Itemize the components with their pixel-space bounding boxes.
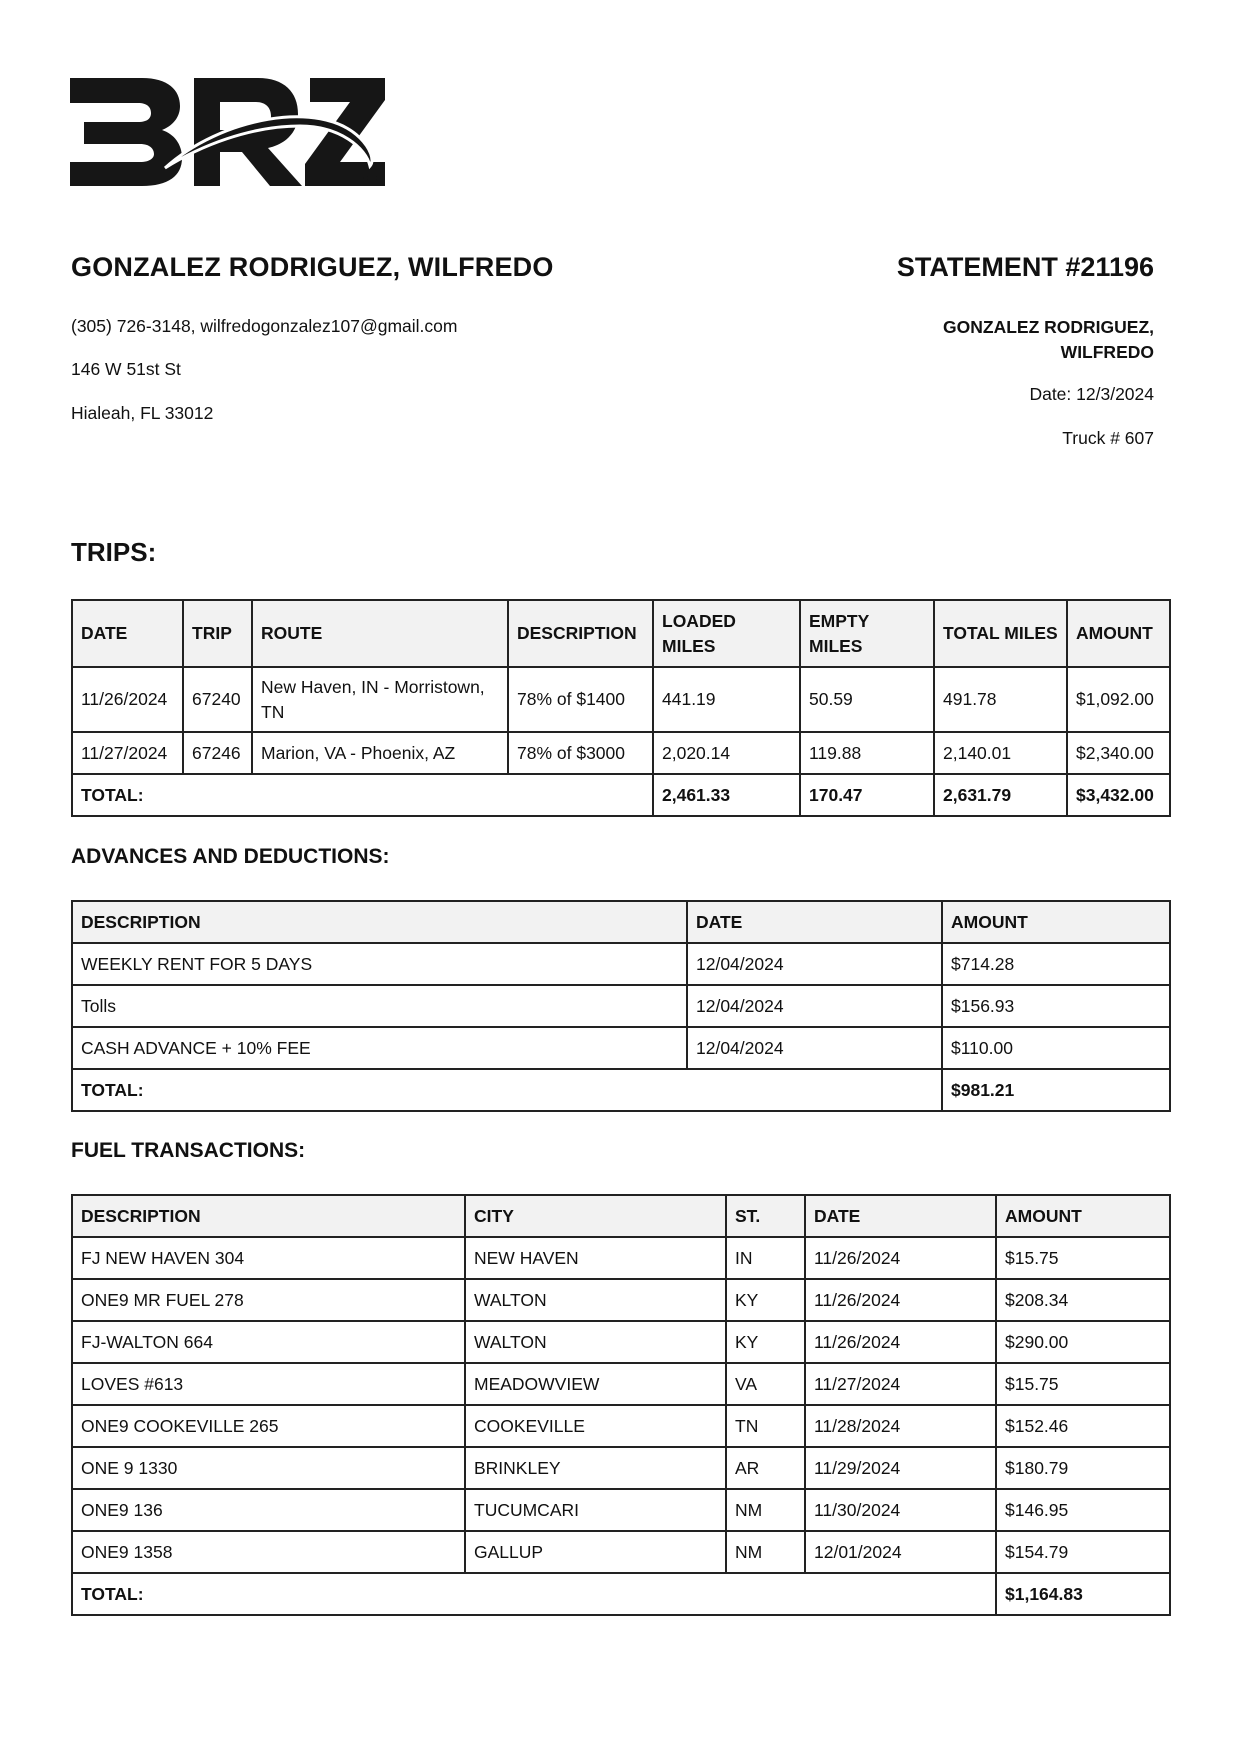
table-cell: 11/26/2024 (72, 667, 183, 732)
driver-city: Hialeah, FL 33012 (71, 403, 214, 423)
column-header: AMOUNT (942, 901, 1170, 943)
table-cell: 67240 (183, 667, 252, 732)
table-row (72, 667, 1170, 732)
driver-name: GONZALEZ RODRIGUEZ, WILFREDO (71, 252, 554, 282)
table-cell: Marion, VA - Phoenix, AZ (252, 732, 508, 774)
table-cell: Tolls (72, 985, 687, 1027)
trips-heading: TRIPS: (71, 537, 157, 567)
table-cell: FJ NEW HAVEN 304 (72, 1237, 465, 1279)
total-label: TOTAL: (72, 774, 653, 816)
table-row (72, 1531, 1170, 1573)
table-cell: 67246 (183, 732, 252, 774)
table-cell: 119.88 (800, 732, 934, 774)
table-cell: WALTON (465, 1279, 726, 1321)
table-cell: WEEKLY RENT FOR 5 DAYS (72, 943, 687, 985)
table-cell: $714.28 (942, 943, 1170, 985)
table-cell: $208.34 (996, 1279, 1170, 1321)
column-header: AMOUNT (996, 1195, 1170, 1237)
table-cell: KY (726, 1279, 805, 1321)
table-cell: $1,092.00 (1067, 667, 1170, 732)
column-header: DATE (687, 901, 942, 943)
table-cell: $110.00 (942, 1027, 1170, 1069)
column-header: ROUTE (252, 600, 508, 667)
column-header: TOTAL MILES (934, 600, 1067, 667)
column-header: CITY (465, 1195, 726, 1237)
table-cell: ONE 9 1330 (72, 1447, 465, 1489)
table-cell: 78% of $1400 (508, 667, 653, 732)
table-cell: BRINKLEY (465, 1447, 726, 1489)
total-amount: $981.21 (942, 1069, 1170, 1111)
column-header: LOADED MILES (653, 600, 800, 667)
table-cell: 12/01/2024 (805, 1531, 996, 1573)
table-cell: $180.79 (996, 1447, 1170, 1489)
table-cell: 12/04/2024 (687, 985, 942, 1027)
table-row (72, 1237, 1170, 1279)
column-header: DATE (805, 1195, 996, 1237)
column-header: AMOUNT (1067, 600, 1170, 667)
column-header: TRIP (183, 600, 252, 667)
table-cell: 50.59 (800, 667, 934, 732)
table-cell: 441.19 (653, 667, 800, 732)
advances-header-row (72, 901, 1170, 943)
statement-title: STATEMENT #21196 (896, 252, 1154, 282)
table-cell: COOKEVILLE (465, 1405, 726, 1447)
table-cell: 11/26/2024 (805, 1321, 996, 1363)
table-cell: 11/30/2024 (805, 1489, 996, 1531)
table-cell: 11/27/2024 (805, 1363, 996, 1405)
table-row (72, 1405, 1170, 1447)
fuel-header-row (72, 1195, 1170, 1237)
trips-total-row (72, 774, 1170, 816)
total-miles: 2,631.79 (934, 774, 1067, 816)
table-cell: 2,140.01 (934, 732, 1067, 774)
trips-table (71, 599, 1171, 817)
table-cell: FJ-WALTON 664 (72, 1321, 465, 1363)
table-cell: AR (726, 1447, 805, 1489)
total-empty-miles: 170.47 (800, 774, 934, 816)
table-cell: NM (726, 1531, 805, 1573)
table-row (72, 943, 1170, 985)
table-cell: 11/26/2024 (805, 1279, 996, 1321)
table-cell: MEADOWVIEW (465, 1363, 726, 1405)
table-cell: TUCUMCARI (465, 1489, 726, 1531)
table-cell: $154.79 (996, 1531, 1170, 1573)
table-cell: ONE9 MR FUEL 278 (72, 1279, 465, 1321)
table-cell: New Haven, IN - Morristown, TN (252, 667, 508, 732)
table-cell: ONE9 COOKEVILLE 265 (72, 1405, 465, 1447)
table-cell: 11/29/2024 (805, 1447, 996, 1489)
column-header: DATE (72, 600, 183, 667)
table-cell: VA (726, 1363, 805, 1405)
table-cell: 12/04/2024 (687, 1027, 942, 1069)
advances-table (71, 900, 1171, 1112)
column-header: EMPTY MILES (800, 600, 934, 667)
driver-contact: (305) 726-3148, wilfredogonzalez107@gmail.com (71, 316, 458, 336)
table-cell: 11/27/2024 (72, 732, 183, 774)
statement-driver-name: GONZALEZ RODRIGUEZ, WILFREDO (943, 317, 1154, 362)
table-row (72, 1027, 1170, 1069)
table-cell: ONE9 136 (72, 1489, 465, 1531)
trips-header-row (72, 600, 1170, 667)
table-row (72, 1321, 1170, 1363)
total-loaded-miles: 2,461.33 (653, 774, 800, 816)
table-row (72, 732, 1170, 774)
advances-total-row (72, 1069, 1170, 1111)
table-cell: 11/26/2024 (805, 1237, 996, 1279)
table-cell: $156.93 (942, 985, 1170, 1027)
column-header: DESCRIPTION (72, 901, 687, 943)
table-cell: TN (726, 1405, 805, 1447)
table-row (72, 1447, 1170, 1489)
column-header: ST. (726, 1195, 805, 1237)
table-cell: 491.78 (934, 667, 1067, 732)
table-cell: LOVES #613 (72, 1363, 465, 1405)
column-header: DESCRIPTION (72, 1195, 465, 1237)
table-cell: $290.00 (996, 1321, 1170, 1363)
table-cell: $146.95 (996, 1489, 1170, 1531)
table-cell: IN (726, 1237, 805, 1279)
table-cell: 78% of $3000 (508, 732, 653, 774)
table-row (72, 1363, 1170, 1405)
table-row (72, 1279, 1170, 1321)
table-cell: NM (726, 1489, 805, 1531)
company-logo (70, 78, 385, 196)
total-label: TOTAL: (72, 1573, 996, 1615)
table-cell: GALLUP (465, 1531, 726, 1573)
column-header: DESCRIPTION (508, 600, 653, 667)
fuel-table (71, 1194, 1171, 1616)
table-cell: $2,340.00 (1067, 732, 1170, 774)
fuel-total-row (72, 1573, 1170, 1615)
table-cell: NEW HAVEN (465, 1237, 726, 1279)
table-row (72, 985, 1170, 1027)
table-cell: ONE9 1358 (72, 1531, 465, 1573)
table-row (72, 1489, 1170, 1531)
fuel-heading: FUEL TRANSACTIONS: (71, 1139, 306, 1162)
total-label: TOTAL: (72, 1069, 942, 1111)
table-cell: KY (726, 1321, 805, 1363)
table-cell: 12/04/2024 (687, 943, 942, 985)
table-cell: $152.46 (996, 1405, 1170, 1447)
table-cell: 2,020.14 (653, 732, 800, 774)
total-amount: $1,164.83 (996, 1573, 1170, 1615)
statement-truck: Truck # 607 (1062, 428, 1154, 448)
table-cell: $15.75 (996, 1363, 1170, 1405)
table-cell: CASH ADVANCE + 10% FEE (72, 1027, 687, 1069)
advances-heading: ADVANCES AND DEDUCTIONS: (71, 845, 390, 868)
table-cell: WALTON (465, 1321, 726, 1363)
driver-street: 146 W 51st St (71, 359, 181, 379)
total-amount: $3,432.00 (1067, 774, 1170, 816)
table-cell: $15.75 (996, 1237, 1170, 1279)
statement-date: Date: 12/3/2024 (1029, 384, 1154, 404)
table-cell: 11/28/2024 (805, 1405, 996, 1447)
